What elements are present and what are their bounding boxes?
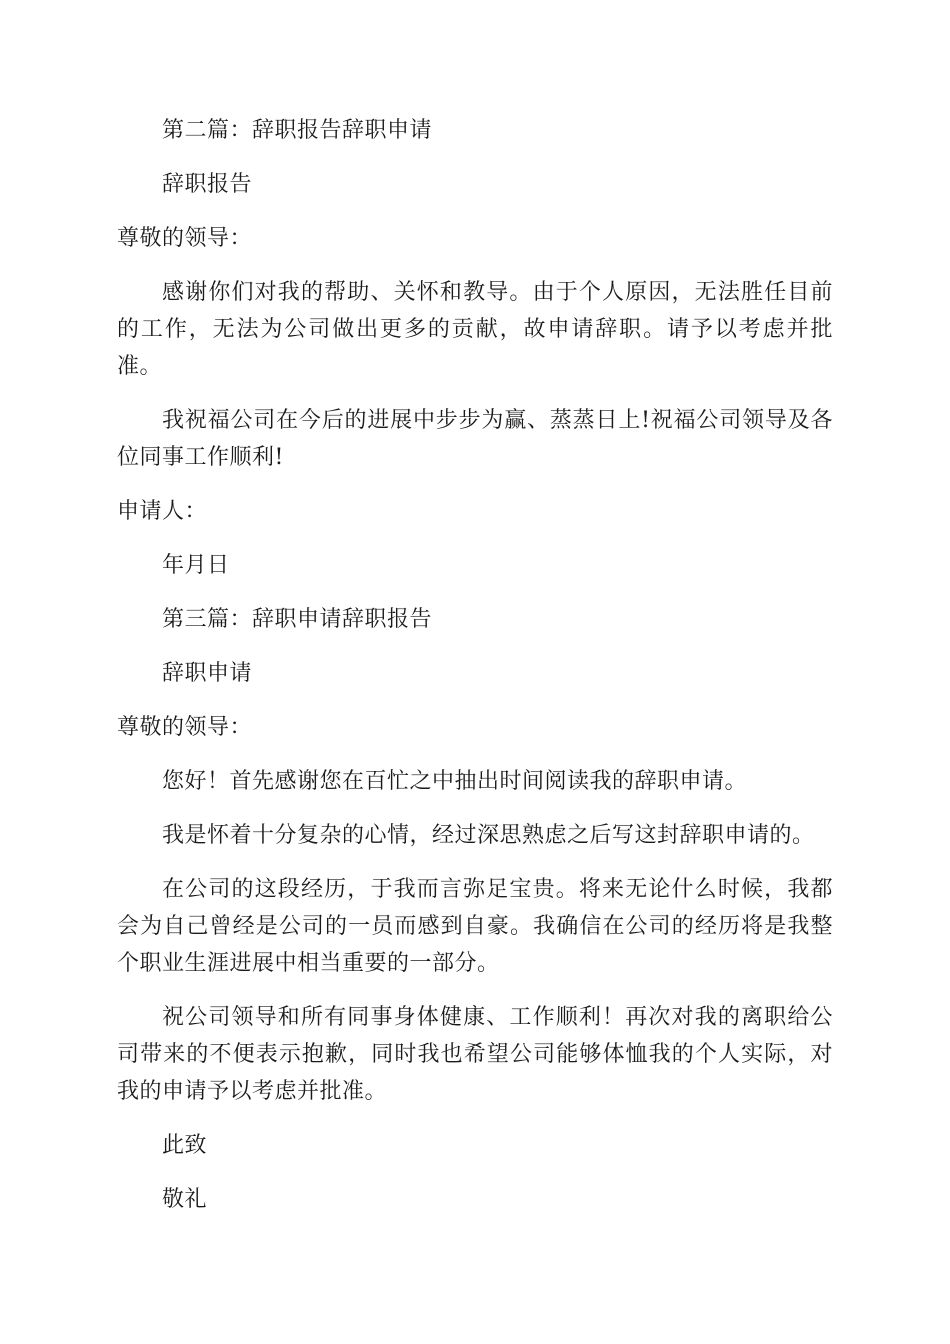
date-line: 年月日: [162, 553, 230, 578]
body-paragraph: 您好！首先感谢您在百忙之中抽出时间阅读我的辞职申请。: [162, 769, 748, 794]
body-paragraph: 我祝福公司在今后的进展中步步为赢、蒸蒸日上!祝福公司领导及各位同事工作顺利!: [117, 408, 833, 470]
salutation: 尊敬的领导：: [117, 226, 253, 251]
section-heading-part2: 第二篇：辞职报告辞职申请: [162, 118, 433, 143]
body-paragraph: 感谢你们对我的帮助、关怀和教导。由于个人原因，无法胜任目前的工作，无法为公司做出更多的贡献，故申请辞职。请予以考虑并批准。: [117, 280, 833, 379]
section-heading-part3: 第三篇：辞职申请辞职报告: [162, 607, 433, 632]
closing-line: 敬礼: [162, 1187, 208, 1212]
document-page: [117, 112, 833, 1235]
body-paragraph: 在公司的这段经历，于我而言弥足宝贵。将来无论什么时候，我都会为自己曾经是公司的一员而感到自豪。我确信在公司的经历将是我整个职业生涯进展中相当重要的一部分。: [117, 877, 833, 976]
closing-line: 此致: [162, 1133, 208, 1158]
letter-title-resignation-application: 辞职申请: [162, 661, 253, 686]
body-paragraph: 祝公司领导和所有同事身体健康、工作顺利！再次对我的离职给公司带来的不便表示抱歉，同时我也希望公司能够体恤我的个人实际，对我的申请予以考虑并批准。: [117, 1005, 833, 1104]
salutation: 尊敬的领导：: [117, 715, 253, 740]
body-paragraph: 我是怀着十分复杂的心情，经过深思熟虑之后写这封辞职申请的。: [162, 823, 815, 848]
applicant-line: 申请人：: [117, 499, 208, 524]
letter-title-resignation-report: 辞职报告: [162, 172, 253, 197]
